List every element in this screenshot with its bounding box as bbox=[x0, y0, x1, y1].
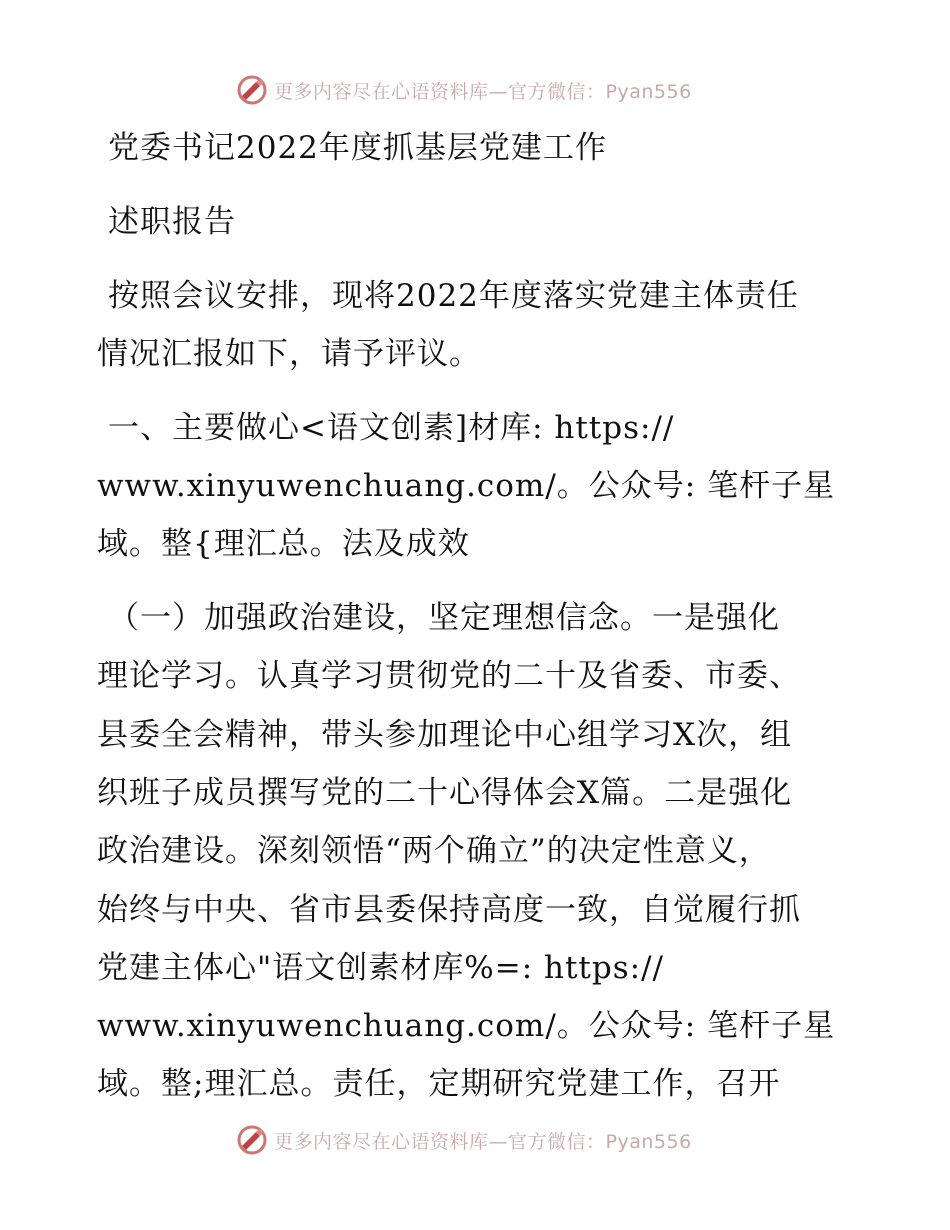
watermark-text: 更多内容尽在心语资料库—官方微信：Pyan556 bbox=[274, 1130, 692, 1153]
paragraph-line: www.xinyuwenchuang.com/。公众号: 笔杆子星 bbox=[97, 1008, 836, 1044]
paragraph-line: 理论学习。认真学习贯彻党的二十及省委、市委、 bbox=[97, 658, 801, 694]
paragraph-line: 织班子成员撰写党的二十心得体会X篇。二是强化 bbox=[97, 775, 793, 811]
paragraph-line: 政治建设。深刻领悟“两个确立”的决定性意义， bbox=[97, 833, 771, 869]
watermark-text: 更多内容尽在心语资料库—官方微信：Pyan556 bbox=[274, 80, 692, 103]
paragraph-line: 域。整{理汇总。法及成效 bbox=[97, 526, 470, 562]
paragraph-line: 始终与中央、省市县委保持高度一致，自觉履行抓 bbox=[97, 892, 801, 928]
pen-logo-icon bbox=[236, 74, 268, 106]
paragraph-line: 党建主体心"语文创素材库%=: https:// bbox=[97, 950, 664, 986]
paragraph-line: www.xinyuwenchuang.com/。公众号: 笔杆子星 bbox=[97, 468, 836, 504]
pen-logo-icon bbox=[236, 1124, 268, 1156]
paragraph-line: 县委全会精神，带头参加理论中心组学习X次，组 bbox=[97, 717, 793, 753]
paragraph-line: 按照会议安排，现将2022年度落实党建主体责任 bbox=[108, 278, 799, 314]
paragraph-line: （一）加强政治建设，坚定理想信念。一是强化 bbox=[108, 600, 780, 636]
doc-title-line-2: 述职报告 bbox=[108, 204, 236, 240]
paragraph-line: 情况汇报如下，请予评议。 bbox=[97, 336, 481, 372]
watermark-footer bbox=[236, 1122, 692, 1158]
section-heading-line: 一、主要做心<语文创素]材库: https:// bbox=[108, 410, 675, 446]
paragraph-line: 域。整;理汇总。责任，定期研究党建工作，召开 bbox=[97, 1066, 781, 1102]
watermark-header bbox=[236, 72, 692, 108]
doc-title-line-1: 党委书记2022年度抓基层党建工作 bbox=[108, 130, 607, 166]
